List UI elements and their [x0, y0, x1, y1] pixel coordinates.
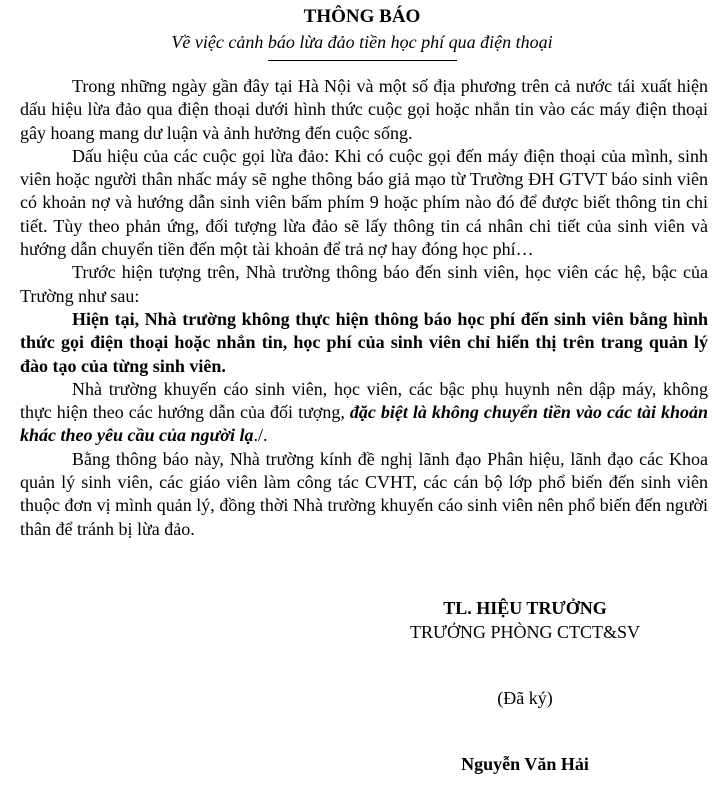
recommendation-text: Nhà trường khuyến cáo sinh viên, học viên, các bậc phụ huynh nên dập máy, không thực hiện theo các hướng dẫn của đối tượng, [20, 378, 708, 423]
signature-title: TL. HIỆU TRƯỞNG [443, 598, 607, 618]
signature-position: TRƯỞNG PHÒNG CTCT&SV [410, 622, 640, 642]
signature-name: Nguyễn Văn Hải [461, 754, 589, 774]
paragraph-intro: Trong những ngày gần đây tại Hà Nội và một số địa phương trên cả nước tái xuất hiện dấu hiệu lừa đảo qua điện thoại dưới hình thức cuộc gọi hoặc nhắn tin vào các máy điện thoại gây hoang mang dư luận và ảnh hưởng đến cuộc sống. [20, 76, 708, 143]
document-title: THÔNG BÁO [303, 6, 421, 27]
paragraph-scam-signs: Dấu hiệu của các cuộc gọi lừa đảo: Khi có cuộc gọi đến máy điện thoại của mình, sinh viên hoặc người thân nhấc máy sẽ nghe thông báo giả mạo từ Trường ĐH GTVT báo sinh viên có khoản nợ và hướng dẫn sinh viên bấm phím 9 hoặc phím nào đó để được biết thông tin chi tiết. Tùy theo phản ứng, đối tượng lừa đảo sẽ lấy thông tin cá nhân chi tiết của sinh viên và hướng dẫn chuyển tiền đến một tài khoản để trả nợ hay đóng học phí… [20, 145, 708, 260]
title-divider [268, 60, 457, 61]
paragraph-request: Bằng thông báo này, Nhà trường kính đề nghị lãnh đạo Phân hiệu, lãnh đạo các Khoa quản lý sinh viên, các giáo viên làm công tác CVHT, các cán bộ lớp phổ biến đến sinh viên thuộc đơn vị mình quản lý, đồng thời Nhà trường khuyến cáo sinh viên nên phổ biến đến người thân để tránh bị lừa đảo. [20, 448, 708, 539]
signature-signed-note: (Đã ký) [497, 688, 553, 708]
document-body [20, 75, 708, 541]
document-subtitle: Về việc cảnh báo lừa đảo tiền học phí qua điện thoại [171, 32, 553, 52]
paragraph-announcement: Trước hiện tượng trên, Nhà trường thông báo đến sinh viên, học viên các hệ, bậc của Trường như sau: [20, 262, 708, 306]
recommendation-end: ./. [253, 425, 268, 446]
paragraph-recommendation [20, 378, 708, 448]
recommendation-emphasis: đặc biệt là không chuyển tiền vào các tài khoản khác theo yêu cầu của người lạ [20, 402, 708, 446]
paragraph-key-notice: Hiện tại, Nhà trường không thực hiện thông báo học phí đến sinh viên bằng hình thức gọi điện thoại hoặc nhắn tin, học phí của sinh viên chỉ hiển thị trên trang quản lý đào tạo của từng sinh viên. [20, 308, 708, 376]
